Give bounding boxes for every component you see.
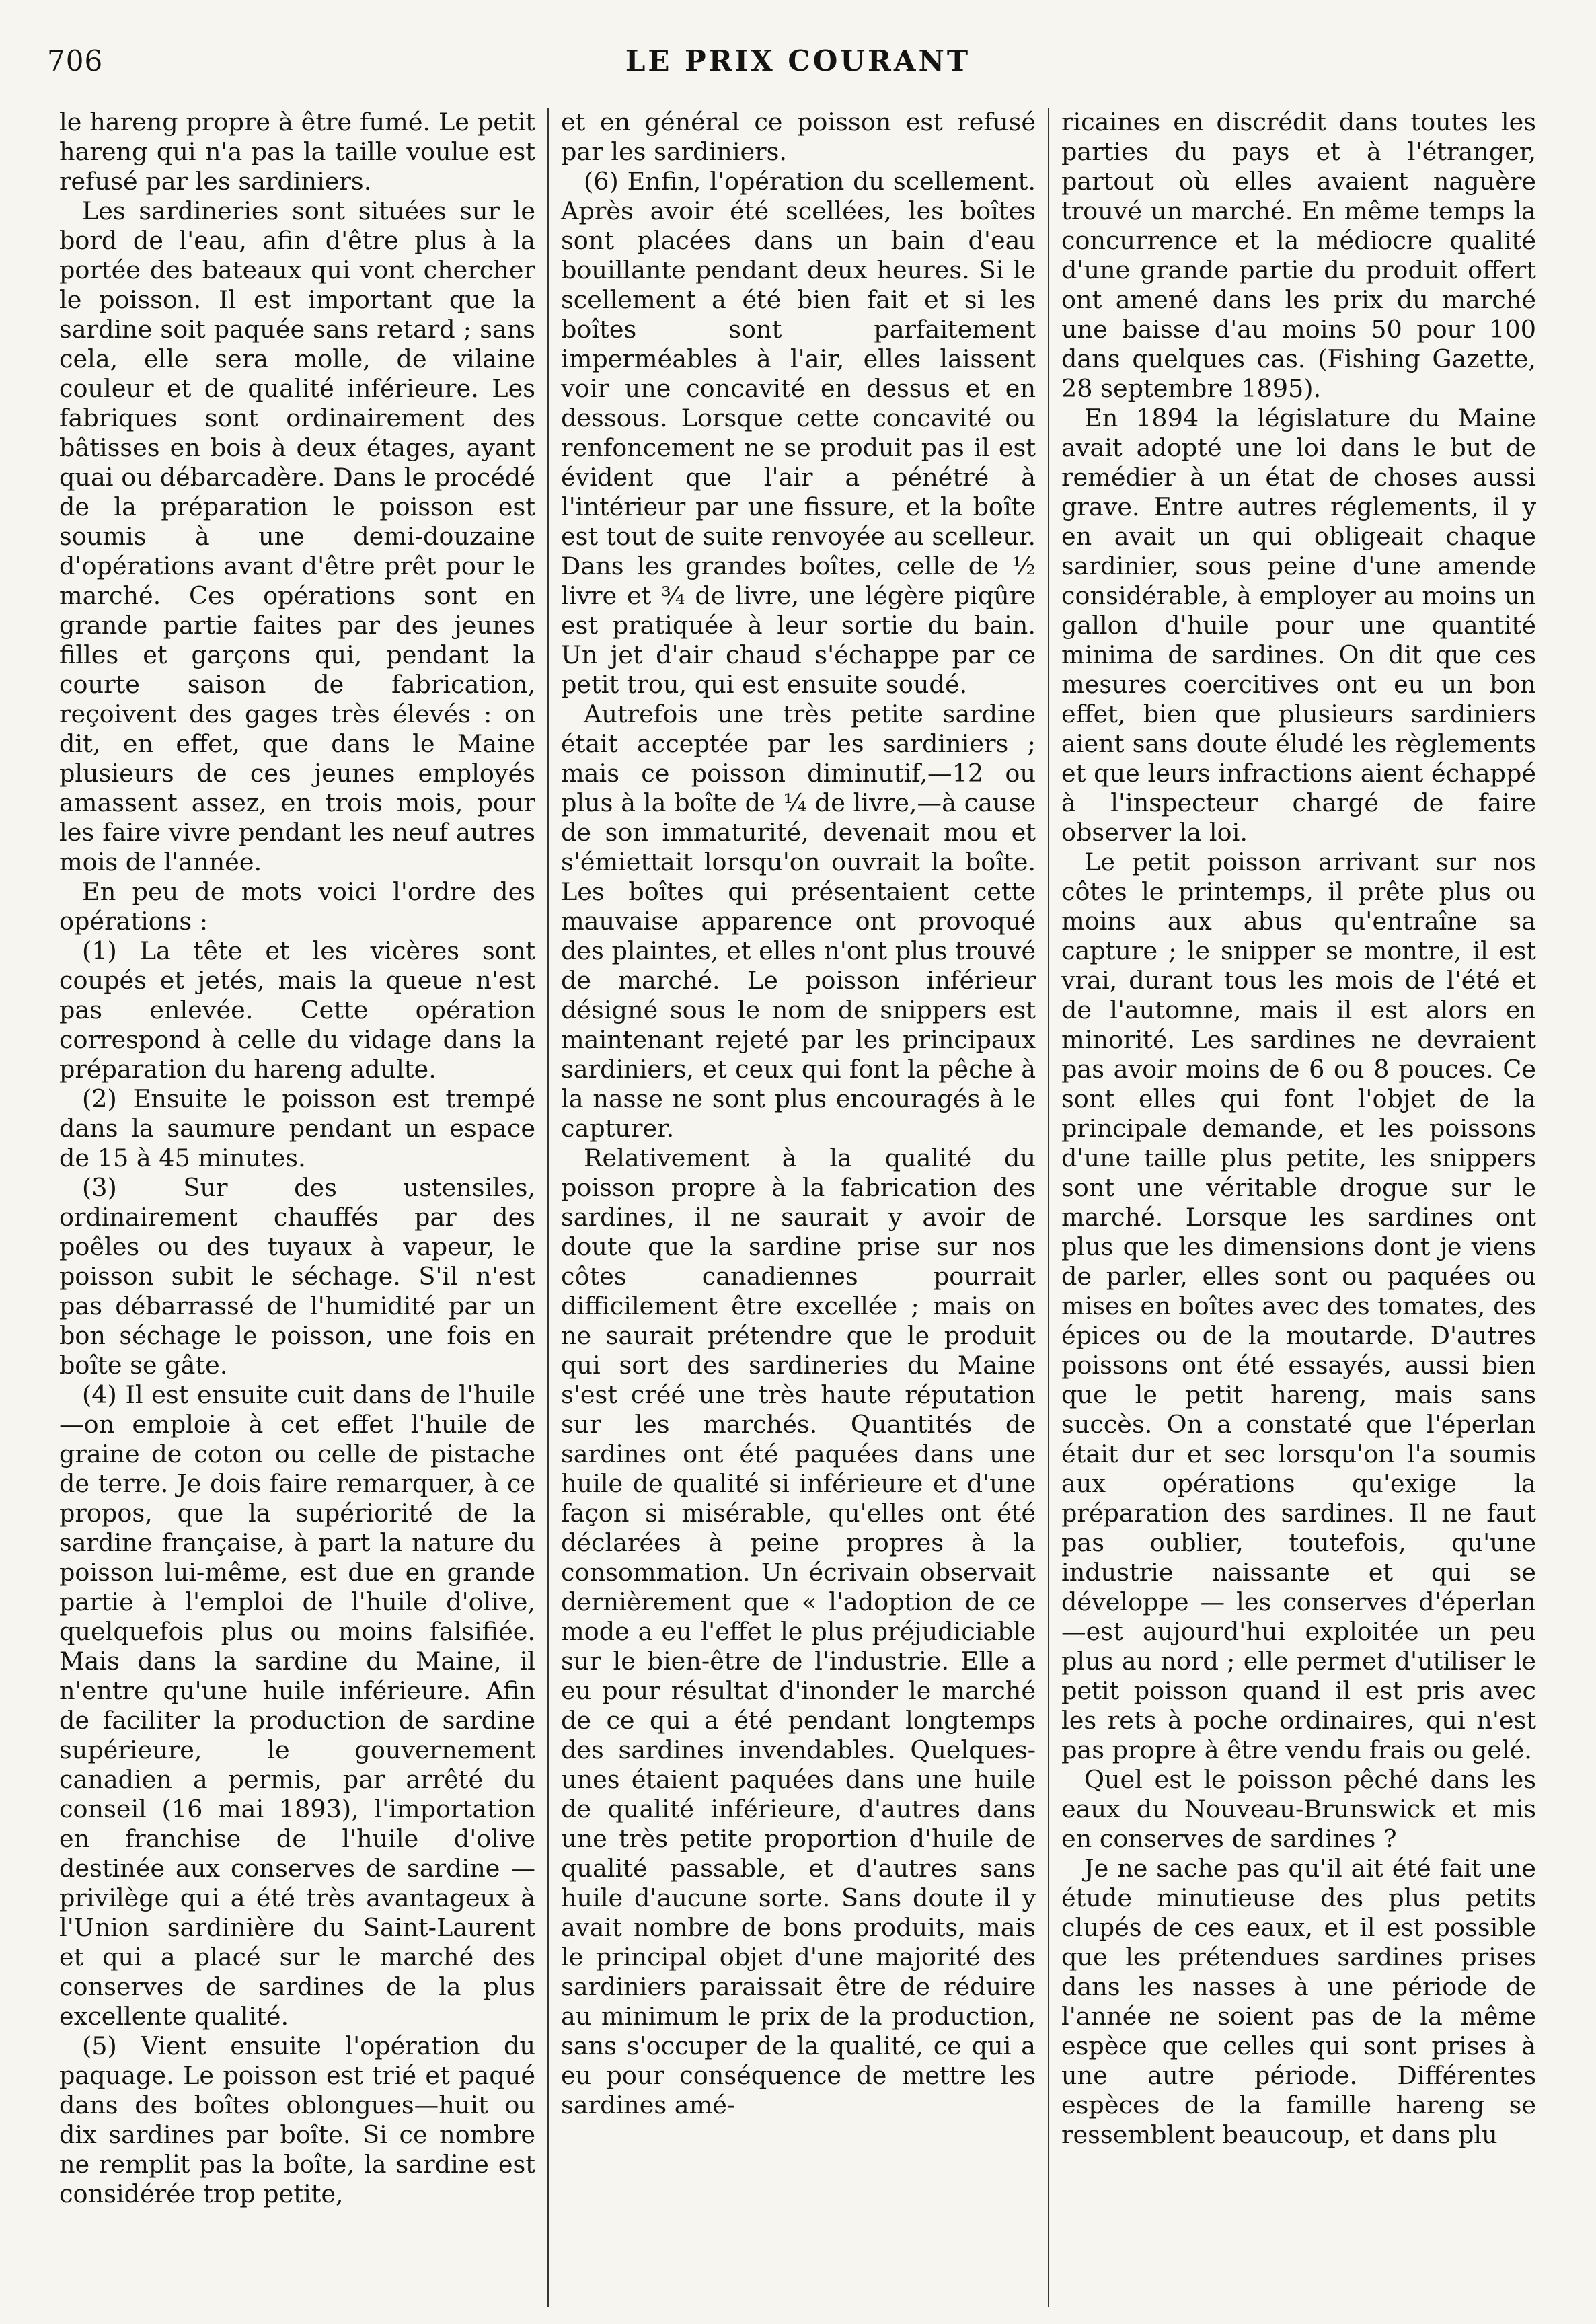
page-number: 706 — [47, 44, 104, 77]
paragraph: En 1894 la législature du Maine avait adopté une loi dans le but de remédier à un état de choses aussi grave. Entre autres réglements, il y en avait un qui obligeait chaque sardinier, sous peine d'une amende considérable, à employer au moins un gallon d'huile pour une quantité minima de sardines. On dit que ces mesures coercitives ont eu un bon effet, bien que plusieurs sardiniers aient sans doute éludé les règlements et que leurs infractions aient échappé à l'inspecteur chargé de faire observer la loi. — [1061, 404, 1536, 847]
running-title: LE PRIX COURANT — [625, 44, 971, 77]
paragraph: Les sardineries sont situées sur le bord de l'eau, afin d'être plus à la portée des bateaux qui vont chercher le poisson. Il est important que la sardine soit paquée sans retard ; sans cela, elle sera molle, de vilaine couleur et de qualité inférieure. Les fabriques sont ordinairement des bâtisses en bois à deux étages, ayant quai ou débarcadère. Dans le procédé de la préparation le poisson est soumis à une demi-douzaine d'opérations avant d'être prêt pour le marché. Ces opérations sont en grande partie faites par des jeunes filles et garçons qui, pendant la courte saison de fabrication, reçoivent des gages très élevés : on dit, en effet, que dans le Maine plusieurs de ces jeunes employés amassent assez, en trois mois, pour les faire vivre pendant les neuf autres mois de l'année. — [59, 196, 535, 876]
paragraph: ricaines en discrédit dans toutes les parties du pays et à l'étranger, partout où elles avaient naguère trouvé un marché. En même temps la concurrence et la médiocre qualité d'une grande partie du produit offert ont amené dans les prix du marché une baisse d'au moins 50 pour 100 dans quelques cas. (Fishing Gazette, 28 septembre 1895). — [1061, 108, 1536, 403]
paragraph: (5) Vient ensuite l'opération du paquage. Le poisson est trié et paqué dans des boîtes oblongues—huit ou dix sardines par boîte. Si ce nombre ne remplit pas la boîte, la sardine est considérée trop petite, — [59, 2031, 535, 2208]
paragraph: (4) Il est ensuite cuit dans de l'huile—on emploie à cet effet l'huile de graine de coton ou celle de pistache de terre. Je dois faire remarquer, à ce propos, que la supériorité de la sardine française, à part la nature du poisson lui-même, est due en grande partie à l'emploi de l'huile d'olive, quelquefois plus ou moins falsifiée. Mais dans la sardine du Maine, il n'entre qu'une huile inférieure. Afin de faciliter la production de sardine supérieure, le gouvernement canadien a permis, par arrêté du conseil (16 mai 1893), l'importation en franchise de l'huile d'olive destinée aux conserves de sardine — privilège qui a été très avantageux à l'Union sardinière du Saint-Laurent et qui a placé sur le marché des conserves de sardines de la plus excellente qualité. — [59, 1380, 535, 2031]
paragraph: En peu de mots voici l'ordre des opérations : — [59, 877, 535, 936]
paragraph: (1) La tête et les vicères sont coupés et jetés, mais la queue n'est pas enlevée. Cette opération correspond à celle du vidage dans la préparation du hareng adulte. — [59, 936, 535, 1084]
paragraph: Je ne sache pas qu'il ait été fait une étude minutieuse des plus petits clupés de ces eaux, et il est possible que les prétendues sardines prises dans les nasses à une période de l'année ne soient pas de la même espèce que celles qui sont prises à une autre période. Différentes espèces de la famille hareng se ressemblent beaucoup, et dans plu — [1061, 1854, 1536, 2149]
paragraph: (3) Sur des ustensiles, ordinairement chauffés par des poêles ou des tuyaux à vapeur, le poisson subit le séchage. S'il n'est pas débarrassé de l'humidité par un bon séchage le poisson, une fois en boîte se gâte. — [59, 1173, 535, 1380]
paragraph: (2) Ensuite le poisson est trempé dans la saumure pendant un espace de 15 à 45 minutes. — [59, 1084, 535, 1172]
column-3 — [1048, 108, 1548, 2307]
column-1 — [47, 108, 547, 2307]
paragraph: le hareng propre à être fumé. Le petit hareng qui n'a pas la taille voulue est refusé par les sardiniers. — [59, 108, 535, 196]
paragraph: Relativement à la qualité du poisson propre à la fabrication des sardines, il ne saurait y avoir de doute que la sardine prise sur nos côtes canadiennes pourrait difficilement être excellée ; mais on ne saurait prétendre que le produit qui sort des sardineries du Maine s'est créé une très haute réputation sur les marchés. Quantités de sardines ont été paquées dans une huile de qualité si inférieure et d'une façon si misérable, qu'elles ont été déclarées à peine propres à la consommation. Un écrivain observait dernièrement que « l'adoption de ce mode a eu l'effet le plus préjudiciable sur le bien-être de l'industrie. Elle a eu pour résultat d'inonder le marché de ce qui a été pendant longtemps des sardines invendables. Quelques-unes étaient paquées dans une huile de qualité inférieure, d'autres dans une très petite proportion d'huile de qualité passable, et d'autres sans huile d'aucune sorte. Sans doute il y avait nombre de bons produits, mais le principal objet d'une majorité des sardiniers paraissait être de réduire au minimum le prix de la production, sans s'occuper de la qualité, ce qui a eu pour conséquence de mettre les sardines amé- — [561, 1144, 1036, 2120]
paragraph: et en général ce poisson est refusé par les sardiniers. — [561, 108, 1036, 166]
paragraph: Le petit poisson arrivant sur nos côtes le printemps, il prête plus ou moins aux abus qu'entraîne sa capture ; le snipper se montre, il est vrai, durant tous les mois de l'été et de l'automne, mais il est alors en minorité. Les sardines ne devraient pas avoir moins de 6 ou 8 pouces. Ce sont elles qui font l'objet de la principale demande, et les poissons d'une taille plus petite, les snippers sont une véritable drogue sur le marché. Lorsque les sardines ont plus que les dimensions dont je viens de parler, elles sont ou paquées ou mises en boîtes avec des tomates, des épices ou de la moutarde. D'autres poissons ont été essayés, aussi bien que le petit hareng, mais sans succès. On a constaté que l'éperlan était dur et sec lorsqu'on l'a soumis aux opérations qu'exige la préparation des sardines. Il ne faut pas oublier, toutefois, qu'une industrie naissante et qui se développe — les conserves d'éperlan—est aujourd'hui exploitée un peu plus au nord ; elle permet d'utiliser le petit poisson quand il est pris avec les rets à poche ordinaires, qui n'est pas propre à être vendu frais ou gelé. — [1061, 848, 1536, 1764]
paragraph: Quel est le poisson pêché dans les eaux du Nouveau-Brunswick et mis en conserves de sardines ? — [1061, 1765, 1536, 1853]
text-columns — [47, 108, 1549, 2307]
page-header — [47, 40, 1549, 94]
column-2 — [547, 108, 1048, 2307]
paragraph: Autrefois une très petite sardine était acceptée par les sardiniers ; mais ce poisson diminutif,—12 ou plus à la boîte de ¼ de livre,—à cause de son immaturité, devenait mou et s'émiettait lorsqu'on ouvrait la boîte. Les boîtes qui présentaient cette mauvaise apparence ont provoqué des plaintes, et elles n'ont plus trouvé de marché. Le poisson inférieur désigné sous le nom de snippers est maintenant rejeté par les principaux sardiniers, et ceux qui font la pêche à la nasse ne sont plus encouragés à le capturer. — [561, 700, 1036, 1143]
paragraph: (6) Enfin, l'opération du scellement. Après avoir été scellées, les boîtes sont placées dans un bain d'eau bouillante pendant deux heures. Si le scellement a été bien fait et si les boîtes sont parfaitement imperméables à l'air, elles laissent voir une concavité en dessus et en dessous. Lorsque cette concavité ou renfoncement ne se produit pas il est évident que l'air a pénétré à l'intérieur par une fissure, et la boîte est tout de suite renvoyée au scelleur. Dans les grandes boîtes, celle de ½ livre et ¾ de livre, une légère piqûre est pratiquée à leur sortie du bain. Un jet d'air chaud s'échappe par ce petit trou, qui est ensuite soudé. — [561, 167, 1036, 699]
